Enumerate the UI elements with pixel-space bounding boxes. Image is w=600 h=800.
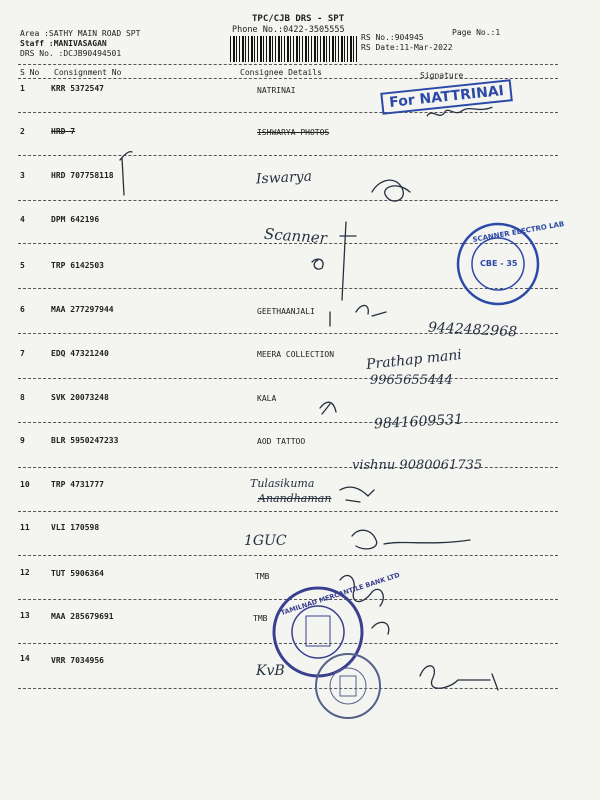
row-5-sno: 5 bbox=[20, 261, 25, 270]
row-9-consignee: AOD TATTOO bbox=[257, 437, 306, 446]
rs-date: RS Date:11-Mar-2022 bbox=[361, 43, 453, 52]
handwritten-r11: 1GUC bbox=[244, 533, 287, 549]
phone-number: Phone No.:0422-3505555 bbox=[232, 25, 345, 35]
handwritten-phone-r8: 9841609531 bbox=[373, 411, 464, 433]
row-14-sno: 14 bbox=[20, 654, 30, 663]
row-12-sno: 12 bbox=[20, 568, 30, 577]
row-7-consignment: EDQ 47321240 bbox=[51, 349, 109, 358]
natrinai-stamp-text: For NATTRINAI bbox=[380, 79, 513, 115]
handwritten-r10: Tulasikuma bbox=[250, 477, 315, 490]
row-8-consignee: KALA bbox=[257, 394, 277, 403]
row-14-consignment: VRR 7034956 bbox=[51, 656, 104, 665]
row-10-consignment: TRP 4731777 bbox=[51, 480, 104, 489]
col-sno: S No bbox=[20, 68, 40, 77]
row-13-consignee: TMB bbox=[253, 614, 268, 623]
row-7-sno: 7 bbox=[20, 349, 25, 358]
col-signature: Signature bbox=[420, 71, 464, 80]
row-7-consignee: MEERA COLLECTION bbox=[257, 350, 335, 359]
row-9-sno: 9 bbox=[20, 436, 25, 445]
handwritten-r9: vishnu 9080061735 bbox=[352, 458, 483, 473]
row-4-sno: 4 bbox=[20, 215, 25, 224]
page-no: Page No.:1 bbox=[452, 28, 501, 37]
row-3-consignment: HRD 707758118 bbox=[51, 171, 114, 180]
row-1-sno: 1 bbox=[20, 84, 25, 93]
col-consignee: Consignee Details bbox=[240, 68, 322, 77]
handwritten-iswarya: Iswarya bbox=[255, 168, 313, 188]
doc-title: TPC/CJB DRS - SPT bbox=[252, 14, 345, 24]
row-5-consignment: TRP 6142503 bbox=[51, 261, 104, 270]
row-3-sno: 3 bbox=[20, 171, 25, 180]
col-consignment: Consignment No bbox=[54, 68, 122, 77]
row-12-consignee: TMB bbox=[255, 572, 270, 581]
row-10-sno: 10 bbox=[20, 480, 30, 489]
row-11-sno: 11 bbox=[20, 523, 30, 532]
row-8-sno: 8 bbox=[20, 393, 25, 402]
handwritten-phone-r7: 9965655444 bbox=[370, 373, 453, 388]
row-2-sno: 2 bbox=[20, 127, 25, 136]
row-13-consignment: MAA 285679691 bbox=[51, 612, 114, 621]
area-line: Area :SATHY MAIN ROAD SPT bbox=[20, 29, 141, 38]
row-6-consignee: GEETHAANJALI bbox=[257, 307, 315, 316]
handwritten-r14: KvB bbox=[256, 663, 285, 679]
bank-stamp-secondary bbox=[314, 652, 382, 720]
bank-stamp-secondary-ring bbox=[314, 652, 382, 720]
handwritten-scanner: Scanner bbox=[263, 224, 328, 248]
row-2-consignment: HRD 7 bbox=[51, 127, 76, 136]
row-6-sno: 6 bbox=[20, 305, 25, 314]
row-2-consignee: ISHWARYA PHOTOS bbox=[257, 128, 330, 137]
row-9-consignment: BLR 5950247233 bbox=[51, 436, 119, 445]
scanner-stamp-inner: CBE - 35 bbox=[480, 259, 518, 268]
row-13-sno: 13 bbox=[20, 611, 30, 620]
rs-no: RS No.:904945 bbox=[361, 33, 424, 42]
handwritten-phone-r6: 9442482968 bbox=[427, 319, 518, 341]
handwritten-r10-struck: Anandhaman bbox=[258, 492, 332, 505]
row-6-consignment: MAA 277297944 bbox=[51, 305, 114, 314]
staff-line: Staff :MANIVASAGAN bbox=[20, 39, 107, 48]
scanner-stamp bbox=[456, 219, 565, 306]
tmb-stamp-text: TAMILNAD MERCANTILE BANK LTD bbox=[279, 570, 401, 618]
row-1-consignment: KRR 5372547 bbox=[51, 84, 104, 93]
row-4-consignment: DPM 642196 bbox=[51, 215, 100, 224]
row-11-consignment: VLI 170598 bbox=[51, 523, 100, 532]
row-8-consignment: SVK 20073248 bbox=[51, 393, 109, 402]
row-12-consignment: TUT 5906364 bbox=[51, 569, 104, 578]
row-1-consignee: NATRINAI bbox=[257, 86, 296, 95]
drs-no-line: DRS No. :DCJB90494501 bbox=[20, 49, 122, 58]
handwritten-name-r7: Prathap mani bbox=[365, 347, 463, 373]
scanner-stamp-outer: SCANNER ELECTRO LAB bbox=[472, 219, 565, 245]
